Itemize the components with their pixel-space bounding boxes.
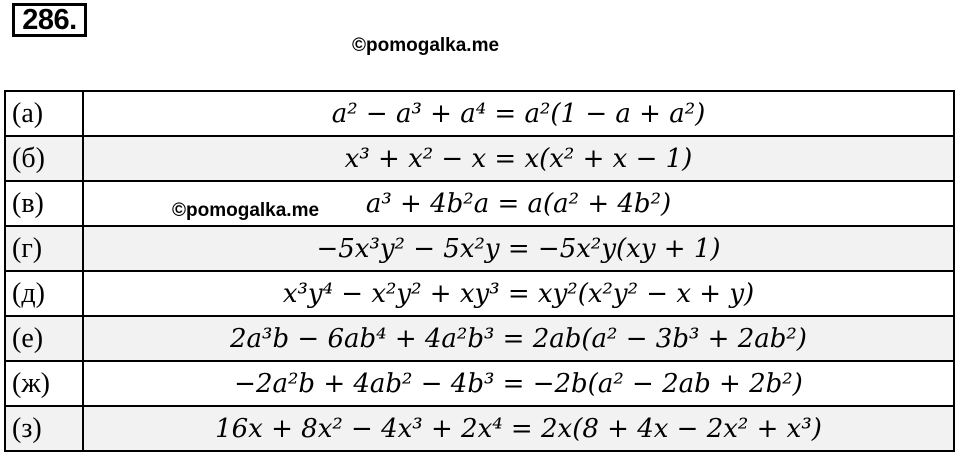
table-row — [5, 361, 954, 406]
row-label: (г) — [5, 226, 83, 271]
row-expression: −5x³y² − 5x²y = −5x²y(xy + 1) — [83, 226, 954, 271]
row-label: (б) — [5, 136, 83, 181]
row-expression: 16x + 8x² − 4x³ + 2x⁴ = 2x(8 + 4x − 2x² + x³) — [83, 406, 954, 451]
row-expression: −2a²b + 4ab² − 4b³ = −2b(a² − 2ab + 2b²) — [83, 361, 954, 406]
watermark-middle: ©pomogalka.me — [172, 200, 320, 221]
row-expression: 2a³b − 6ab⁴ + 4a²b³ = 2ab(a² − 3b³ + 2ab²) — [83, 316, 954, 361]
table-row — [5, 181, 954, 226]
equations-table — [4, 90, 955, 452]
row-expression: x³ + x² − x = x(x² + x − 1) — [83, 136, 954, 181]
watermark-top: ©pomogalka.me — [352, 35, 500, 56]
row-label: (в) — [5, 181, 83, 226]
table-row — [5, 91, 954, 136]
table-row — [5, 226, 954, 271]
table-row — [5, 316, 954, 361]
problem-number: 286. — [12, 3, 87, 37]
row-label: (ж) — [5, 361, 83, 406]
row-label: (а) — [5, 91, 83, 136]
table-row — [5, 271, 954, 316]
table-row — [5, 136, 954, 181]
row-label: (з) — [5, 406, 83, 451]
row-label: (е) — [5, 316, 83, 361]
table-row — [5, 406, 954, 451]
row-expression: a² − a³ + a⁴ = a²(1 − a + a²) — [83, 91, 954, 136]
row-expression: x³y⁴ − x²y² + xy³ = xy²(x²y² − x + y) — [83, 271, 954, 316]
row-expression: a³ + 4b²a = a(a² + 4b²) — [83, 181, 954, 226]
row-label: (д) — [5, 271, 83, 316]
